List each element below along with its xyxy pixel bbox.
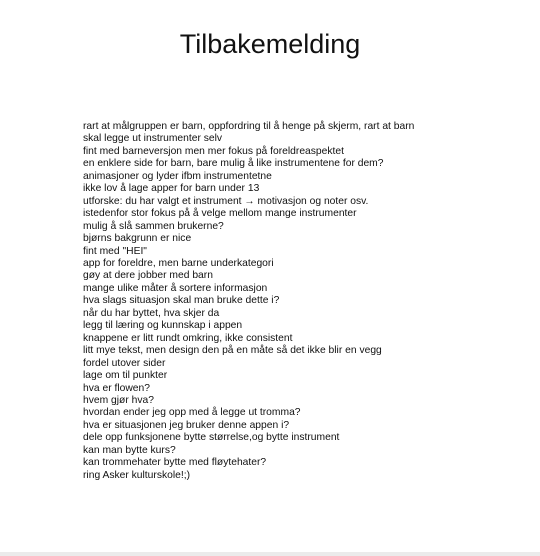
- page-title: Tilbakemelding: [179, 29, 361, 59]
- feedback-line: mulig å slå sammen brukerne?: [83, 220, 224, 232]
- feedback-line: skal legge ut instrumenter selv: [83, 133, 223, 145]
- feedback-line: utforske: du har valgt et instrument → motivasjon og noter osv.: [83, 195, 369, 207]
- feedback-line: istedenfor stor fokus på å velge mellom mange instrumenter: [83, 208, 357, 220]
- feedback-line: rart at målgruppen er barn, oppfordring til å henge på skjerm, rart at barn: [83, 121, 415, 132]
- feedback-line: hvem gjør hva?: [83, 394, 154, 406]
- feedback-line: ikke lov å lage apper for barn under 13: [83, 183, 260, 195]
- feedback-line: dele opp funksjonene bytte størrelse,og bytte instrument: [83, 432, 340, 444]
- feedback-line: litt mye tekst, men design den på en måte så det ikke blir en vegg: [83, 345, 382, 357]
- feedback-line: kan man bytte kurs?: [83, 444, 176, 456]
- feedback-line: bjørns bakgrunn er nice: [83, 233, 192, 245]
- feedback-line: legg til læring og kunnskap i appen: [83, 320, 243, 332]
- feedback-line: ring Asker kulturskole!;): [83, 469, 191, 481]
- feedback-list: [83, 121, 523, 482]
- feedback-line: kan trommehater bytte med fløytehater?: [83, 457, 267, 469]
- feedback-line: hva er situasjonen jeg bruker denne appen i?: [83, 419, 290, 431]
- feedback-line: knappene er litt rundt omkring, ikke consistent: [83, 332, 293, 344]
- feedback-line: fordel utover sider: [83, 357, 166, 369]
- feedback-line: lage om til punkter: [83, 370, 168, 382]
- feedback-line: hva slags situasjon skal man bruke dette i?: [83, 295, 280, 307]
- feedback-line: fint med "HEI": [83, 245, 147, 257]
- feedback-line: hva er flowen?: [83, 382, 150, 394]
- feedback-line: app for foreldre, men barne underkategori: [83, 257, 274, 269]
- feedback-line: når du har byttet, hva skjer da: [83, 307, 220, 319]
- feedback-line: mange ulike måter å sortere informasjon: [83, 282, 268, 294]
- feedback-line: en enklere side for barn, bare mulig å like instrumentene for dem?: [83, 158, 384, 170]
- feedback-line: gøy at dere jobber med barn: [83, 270, 213, 282]
- feedback-line: fint med barneversjon men mer fokus på foreldreaspektet: [83, 145, 344, 157]
- feedback-line: hvordan ender jeg opp med å legge ut tromma?: [83, 407, 301, 419]
- feedback-line: animasjoner og lyder ifbm instrumentetne: [83, 170, 272, 182]
